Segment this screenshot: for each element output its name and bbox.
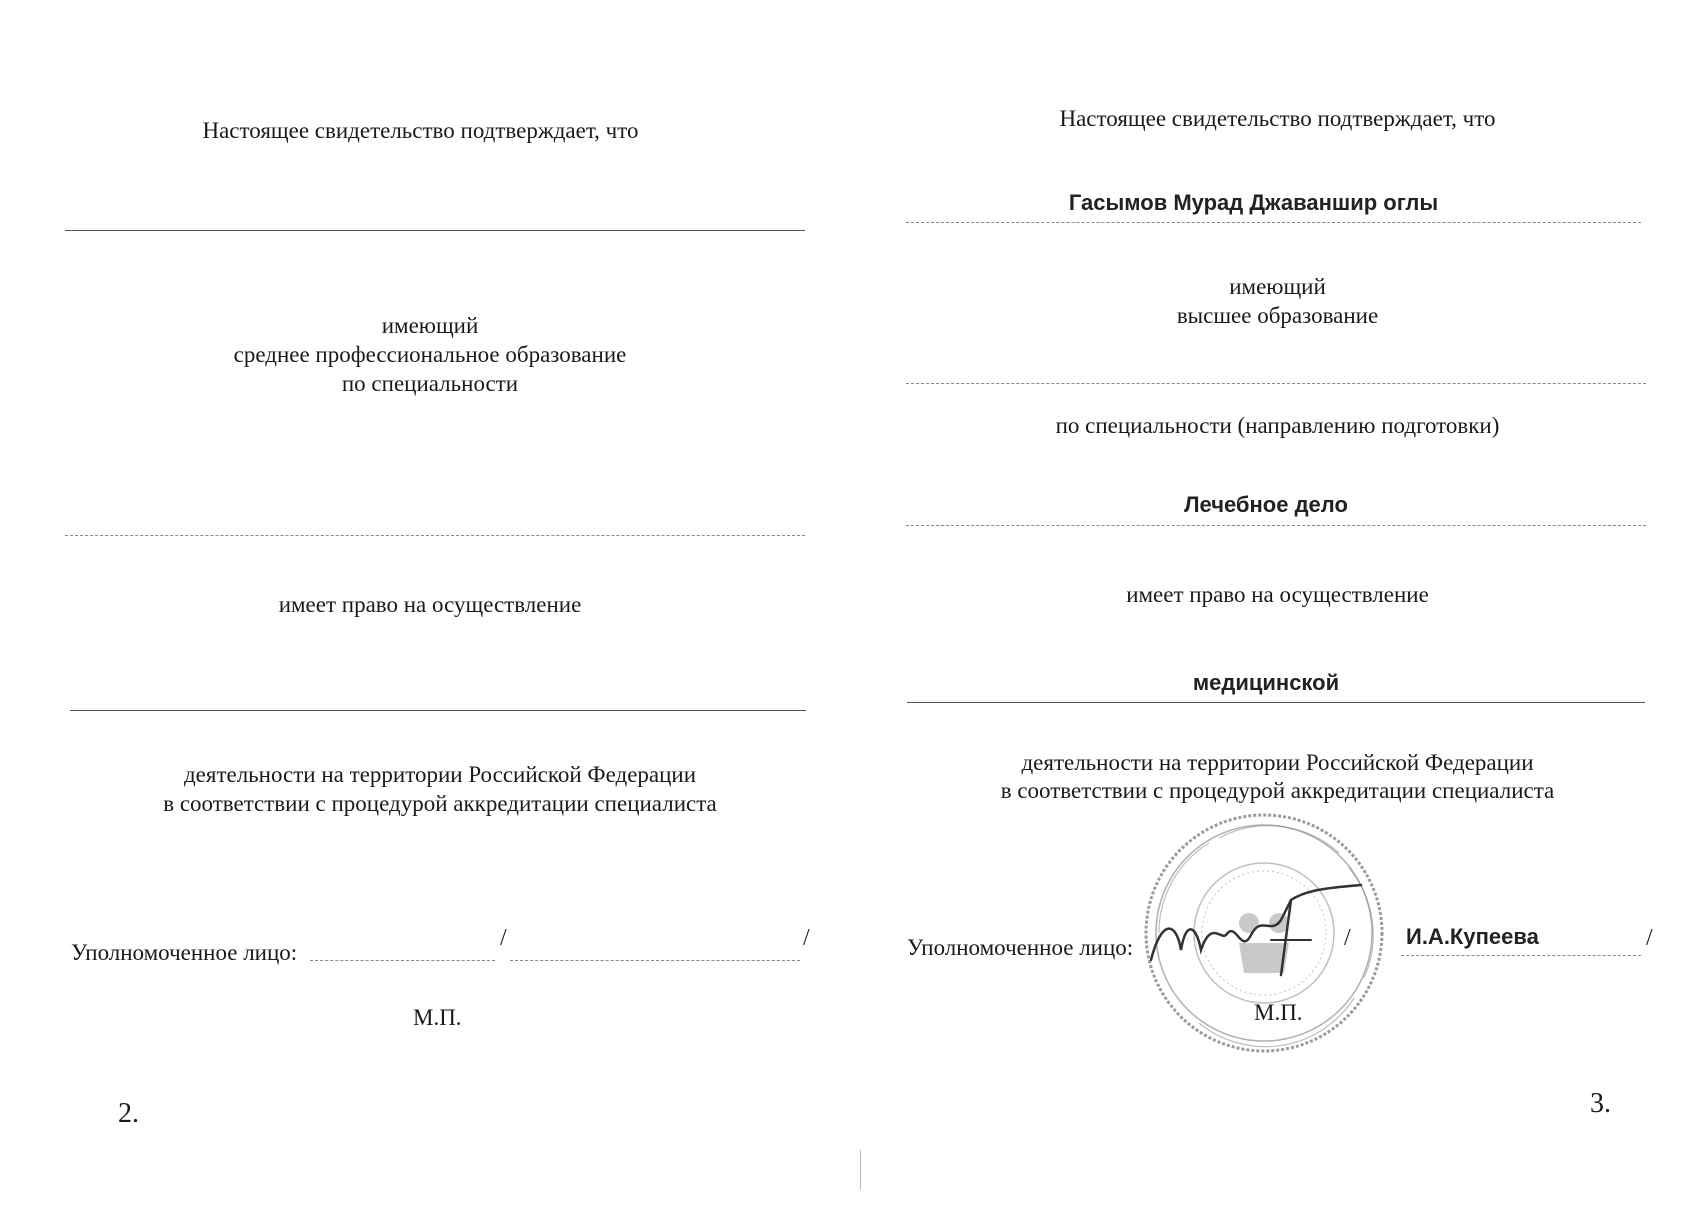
left-has-line2: среднее профессиональное образование — [233, 342, 627, 367]
left-name-line — [65, 230, 805, 231]
right-has-line1: имеющий — [1229, 274, 1326, 299]
left-slash-2: / — [803, 925, 810, 951]
right-page-number: 3. — [1590, 1088, 1611, 1119]
left-intro-text: Настоящее свидетельство подтверждает, что — [202, 118, 639, 143]
left-authorized-label: Уполномоченное лицо: — [71, 940, 298, 965]
right-slash-2: / — [1646, 925, 1653, 951]
right-activity-line — [907, 702, 1645, 703]
right-signer-name: И.А.Купеева — [1406, 924, 1539, 949]
right-activity-line1: деятельности на территории Российской Федерации — [1021, 750, 1534, 775]
left-page-number: 2. — [118, 1098, 139, 1129]
left-has-line3: по специальности — [341, 371, 519, 396]
right-signer-line — [1401, 955, 1641, 956]
left-right-text: имеет право на осуществление — [278, 592, 582, 617]
right-slash-1: / — [1344, 925, 1351, 951]
right-education-line — [906, 383, 1646, 384]
right-specialty-value: Лечебное дело — [1184, 492, 1348, 517]
right-has-line2: высшее образование — [1176, 303, 1379, 328]
right-authorized-label: Уполномоченное лицо: — [907, 935, 1134, 960]
left-signer-line — [510, 960, 800, 961]
right-specialty-label: по специальности (направлению подготовки) — [1055, 413, 1500, 438]
left-activity-line1: деятельности на территории Российской Федерации — [183, 762, 697, 787]
left-stamp-place: М.П. — [413, 1005, 462, 1030]
right-stamp-place: М.П. — [1254, 1000, 1303, 1025]
right-activity-line2: в соответствии с процедурой аккредитации специалиста — [1000, 778, 1555, 803]
left-signature-line — [310, 960, 495, 961]
left-activity-line2: в соответствии с процедурой аккредитации специалиста — [163, 791, 717, 816]
left-slash-1: / — [500, 925, 507, 951]
left-activity-line — [70, 710, 806, 711]
right-intro-text: Настоящее свидетельство подтверждает, что — [1059, 106, 1496, 131]
right-right-text: имеет право на осуществление — [1126, 582, 1429, 607]
right-person-name: Гасымов Мурад Джаваншир оглы — [1068, 190, 1439, 215]
page-fold-mark — [860, 1150, 861, 1190]
right-activity-type: медицинской — [1192, 670, 1340, 695]
left-specialty-line — [65, 535, 805, 536]
right-specialty-line — [906, 525, 1646, 526]
left-has-line1: имеющий — [381, 313, 479, 338]
right-page — [841, 0, 1682, 1224]
right-name-line — [906, 222, 1641, 223]
